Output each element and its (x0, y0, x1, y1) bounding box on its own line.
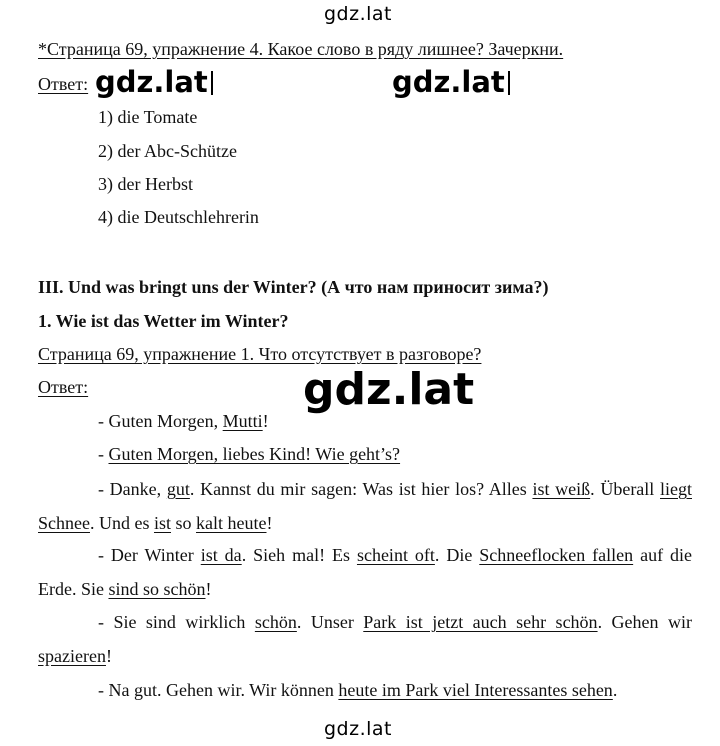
dialogue-line-6: - Na gut. Gehen wir. Wir können heute im Park viel Interessantes sehen. (98, 680, 618, 700)
dialogue-line-4: - Der Winter ist da. Sieh mal! Es scheint oft. Die Schneeflocken fallen auf die Erde. Sie sind so schön! (38, 545, 692, 599)
list-item: 3) der Herbst (98, 174, 193, 194)
section-subtitle: 1. Wie ist das Wetter im Winter? (38, 311, 289, 331)
list-item: 4) die Deutschlehrerin (98, 207, 259, 227)
dialogue-line-1: - Guten Morgen, Mutti! (98, 411, 269, 431)
watermark-left: gdz.lat (95, 65, 213, 99)
watermark-right: gdz.lat (392, 65, 510, 99)
task1-answer-label: Ответ: (38, 377, 89, 397)
dialogue-line-5: - Sie sind wirklich schön. Unser Park ist jetzt auch sehr schön. Gehen wir spazieren! (38, 612, 692, 666)
task4-answer-label: Ответ: (38, 74, 89, 94)
dialogue-line-2: - Guten Morgen, liebes Kind! Wie geht’s? (98, 444, 401, 464)
list-item: 2) der Abc-Schütze (98, 141, 237, 161)
list-item: 1) die Tomate (98, 107, 198, 127)
task1-heading: Страница 69, упражнение 1. Что отсутствует в разговоре? (38, 344, 482, 364)
section-title: III. Und was bringt uns der Winter? (А что нам приносит зима?) (38, 277, 549, 297)
watermark-bottom: gdz.lat (324, 718, 393, 740)
task4-heading: *Страница 69, упражнение 4. Какое слово в ряду лишнее? Зачеркни. (38, 39, 564, 59)
watermark-center: gdz.lat (303, 364, 475, 415)
dialogue-line-3: - Danke, gut. Kannst du mir sagen: Was ist hier los? Alles ist weiß. Überall liegt Schnee. Und es ist so kalt heute! (38, 479, 692, 533)
watermark-top: gdz.lat (324, 3, 393, 25)
